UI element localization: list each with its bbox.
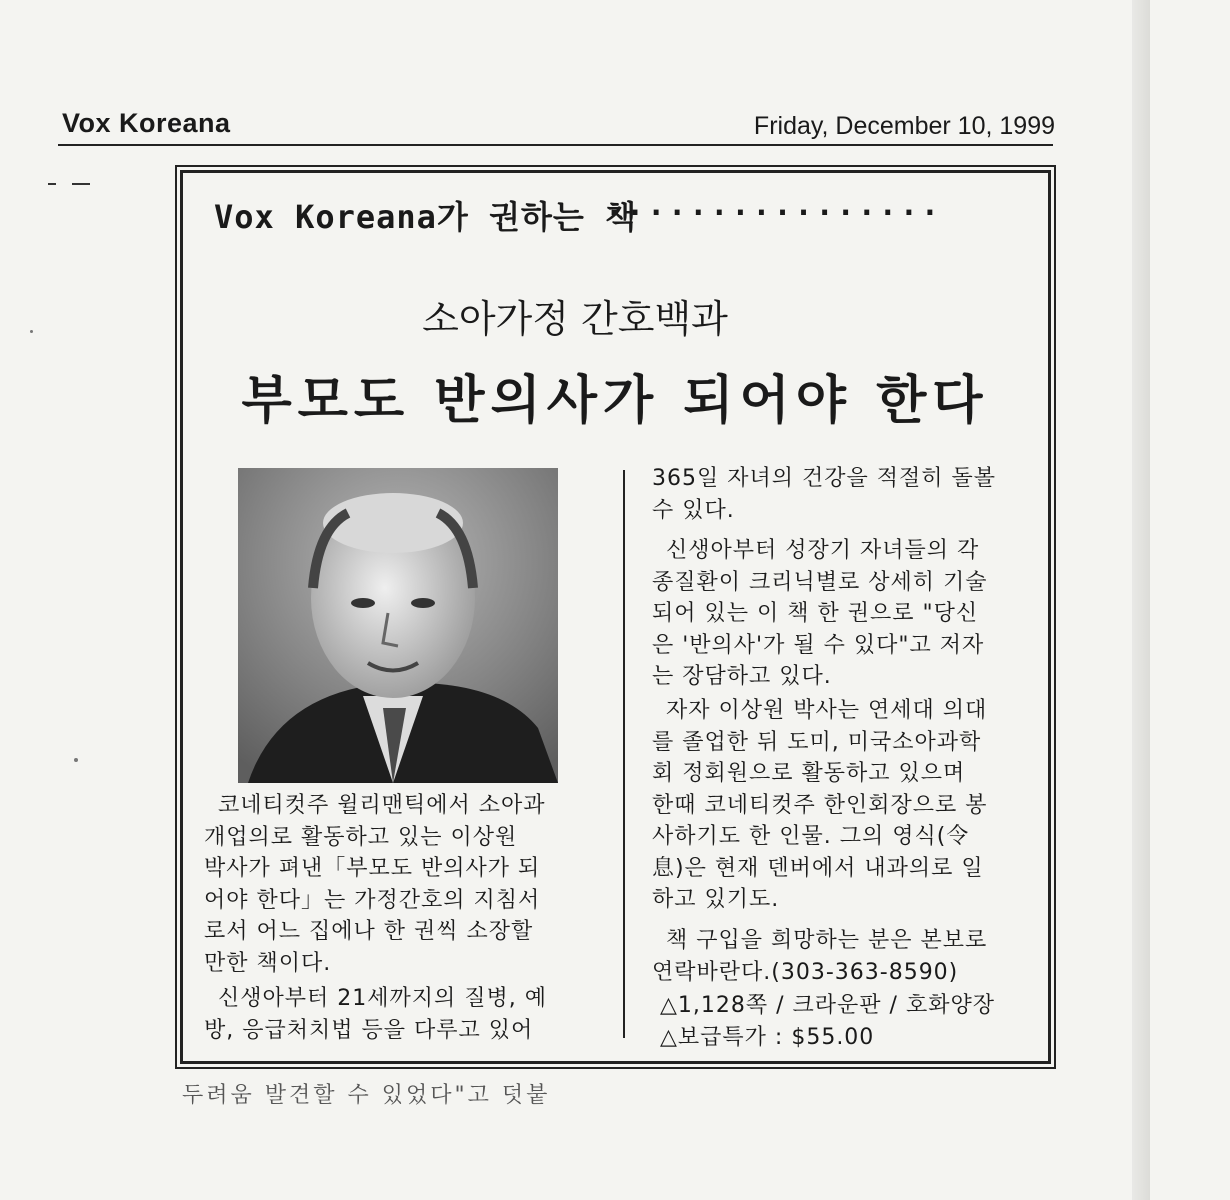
- text-line: 어야 한다」는 가정간호의 지침서: [204, 887, 541, 913]
- text-line: 코네티컷주 윌리맨틱에서 소아과: [218, 793, 546, 818]
- column-divider: [623, 470, 625, 1038]
- left-para-1: [204, 790, 546, 979]
- margin-dash: [48, 183, 56, 185]
- text-line: 로서 어느 집에나 한 권씩 소장할: [204, 919, 534, 944]
- portrait-icon: [238, 468, 558, 783]
- text-line: 방, 응급처치법 등을 다루고 있어: [204, 1017, 534, 1043]
- paper-speck: [30, 330, 33, 333]
- text-line: 회 정회원으로 활동하고 있으며: [652, 761, 966, 786]
- text-line: 息)은 현재 덴버에서 내과의로 일: [652, 855, 984, 881]
- publication-name: Vox Koreana: [62, 108, 231, 138]
- text-line: 365일 자녀의 건강을 적절히 돌볼: [652, 466, 996, 491]
- right-para-3: [652, 695, 988, 916]
- price-line: △보급특가 : $55.00: [660, 1025, 875, 1050]
- text-line: 하고 있기도.: [652, 887, 780, 912]
- text-line: 사하기도 한 인물. 그의 영식(令: [652, 824, 970, 849]
- article-subtitle: 소아가정 간호백과: [422, 297, 728, 341]
- section-label: Vox Koreana가 권하는 책: [214, 198, 638, 236]
- text-line: 한때 코네티컷주 한인회장으로 봉: [652, 792, 988, 818]
- text-line: 자자 이상원 박사는 연세대 의대: [666, 698, 988, 723]
- book-specs: [660, 990, 995, 1022]
- text-line: 를 졸업한 뒤 도미, 미국소아과학: [652, 729, 982, 755]
- paper-speck: [74, 758, 78, 762]
- margin-dash: [72, 183, 90, 185]
- left-para-2: [204, 983, 547, 1046]
- masthead-rule: [58, 144, 1053, 146]
- author-portrait-photo: [238, 468, 558, 783]
- text-line: 종질환이 크리닉별로 상세히 기술: [652, 569, 988, 595]
- text-line: 개업의로 활동하고 있는 이상원: [204, 824, 518, 850]
- article-headline: 부모도 반의사가 되어야 한다: [241, 371, 989, 431]
- text-line: 은 '반의사'가 될 수 있다"고 저자: [652, 632, 985, 658]
- text-line: 수 있다.: [652, 497, 735, 523]
- spec-line: △1,128쪽 / 크라운판 / 호화양장: [660, 993, 995, 1018]
- text-line: 되어 있는 이 책 한 권으로 "당신: [652, 601, 979, 626]
- section-dots: ................: [605, 188, 942, 223]
- text-line: 신생아부터 성장기 자녀들의 각: [666, 538, 980, 563]
- text-line: 책 구입을 희망하는 분은 본보로: [666, 928, 988, 953]
- text-line: 박사가 펴낸「부모도 반의사가 되: [204, 856, 541, 881]
- text-line: 는 장담하고 있다.: [652, 664, 832, 689]
- text-line: 연락바란다.(303-363-8590): [652, 959, 959, 985]
- continuation-text-cut: 두려움 발견할 수 있었다"고 덧붙: [182, 1083, 551, 1108]
- right-para-2: [652, 535, 988, 693]
- publication-date: Friday, December 10, 1999: [753, 112, 1055, 140]
- text-line: 신생아부터 21세까지의 질병, 예: [218, 986, 547, 1011]
- page-edge: [1132, 0, 1150, 1200]
- right-para-4: [652, 925, 987, 988]
- book-price: [660, 1022, 874, 1054]
- right-para-1: [652, 463, 996, 526]
- text-line: 만한 책이다.: [204, 950, 332, 976]
